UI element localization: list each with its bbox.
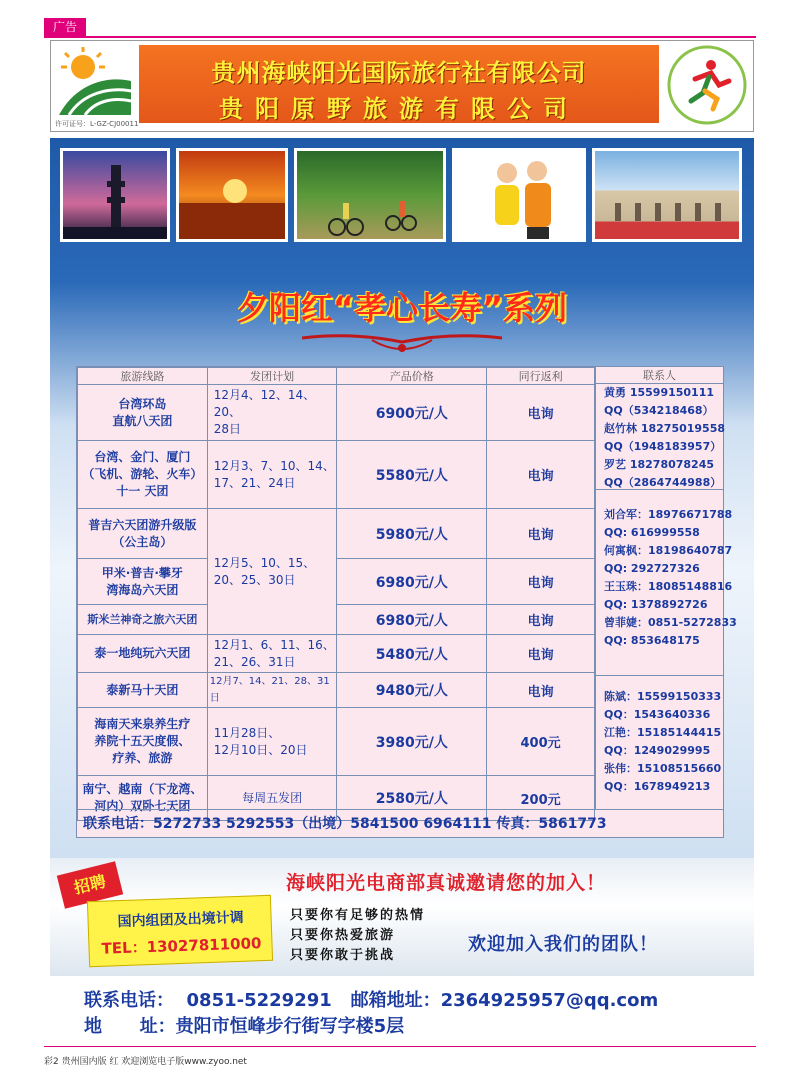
plan-cell: 每周五发团 (207, 776, 337, 821)
table-row (78, 509, 595, 559)
welcome-slogan: 欢迎加入我们的团队！ (468, 934, 658, 955)
requirement-line: 只要你敢于挑战 (290, 948, 396, 963)
series-title: 夕阳红“孝心长寿”系列 (236, 289, 568, 327)
bottom-divider (44, 1046, 756, 1047)
recruit-note (87, 895, 273, 967)
recruit-position: 国内组团及出境计调 (117, 909, 244, 931)
rebate-cell: 200元 (487, 776, 595, 821)
route-cell: 台湾环岛 直航八天团 (78, 385, 208, 441)
table-row (78, 441, 595, 509)
contact-line: 刘合军：18976671788 (604, 508, 733, 521)
route-table (77, 367, 595, 821)
contact-line: QQ：1678949213 (604, 780, 711, 793)
contact-group-3 (596, 676, 723, 796)
plan-cell: 12月7、14、21、28、31日 (207, 673, 337, 708)
requirement-line: 只要你热爱旅游 (290, 928, 396, 943)
ornament-divider-icon (302, 328, 502, 358)
contact-line: QQ: 1378892726 (604, 598, 708, 611)
route-cell: 甲米·普吉·攀牙 湾海岛六天团 (78, 559, 208, 605)
rebate-cell: 电询 (487, 559, 595, 605)
sunset-sea-photo (176, 148, 288, 242)
recruit-badge: 招聘 (57, 861, 123, 909)
company-name-secondary: 贵阳原野旅游有限公司 (219, 95, 579, 123)
price-cell: 6980元/人 (337, 559, 487, 605)
contact-line: QQ（1948183957） (604, 440, 722, 453)
table-row (78, 635, 595, 673)
header-plan: 发团计划 (207, 368, 337, 385)
contact-line: 罗艺 18278078245 (604, 458, 715, 471)
recruitment-section (50, 858, 754, 976)
table-row (78, 385, 595, 441)
footer-contact: 联系电话： 0851-5229291 邮箱地址：2364925957@qq.com (84, 990, 659, 1011)
company-banner (139, 45, 659, 123)
runner-logo-icon (665, 43, 749, 127)
plan-cell: 12月3、7、10、14、 17、21、24日 (207, 441, 337, 509)
invite-headline: 海峡阳光电商部真诚邀请您的加入！ (286, 872, 607, 894)
route-cell: 斯米兰神奇之旅六天团 (78, 605, 208, 635)
contact-line: QQ（2864744988） (604, 476, 722, 489)
rebate-cell: 电询 (487, 441, 595, 509)
price-cell: 9480元/人 (337, 673, 487, 708)
header-contacts: 联系人 (596, 367, 723, 384)
building-photo (592, 148, 742, 242)
price-cell: 3980元/人 (337, 708, 487, 776)
table-row (78, 673, 595, 708)
contact-line: QQ: 292727326 (604, 562, 700, 575)
contact-line: 何寓枫：18198640787 (604, 544, 733, 557)
rebate-cell: 400元 (487, 708, 595, 776)
ad-tag: 广告 (44, 18, 86, 36)
contacts-column (595, 367, 737, 809)
page-footer: 彩2 贵州国内版 红 欢迎浏览电子版www.zyoo.net (44, 1057, 247, 1067)
plan-cell: 12月4、12、14、20、 28日 (207, 385, 337, 441)
price-cell: 6900元/人 (337, 385, 487, 441)
table-row (78, 559, 595, 605)
contact-line: 曾菲婕：0851-5272833 (604, 616, 737, 629)
contact-group-2 (596, 490, 737, 676)
cycling-park-photo (294, 148, 446, 242)
license-number: 许可证号：L-GZ-CJ00011 (55, 120, 139, 128)
itinerary-table (76, 366, 737, 838)
contact-line: QQ: 853648175 (604, 634, 700, 647)
sun-fields-logo-icon (55, 45, 133, 117)
recruit-phone: TEL：13027811000 (101, 934, 262, 958)
contact-line: QQ（534218468） (604, 404, 714, 417)
itinerary-panel (50, 138, 754, 858)
rebate-cell: 电询 (487, 673, 595, 708)
route-cell: 台湾、金门、厦门 （飞机、游轮、火车） 十一 天团 (78, 441, 208, 509)
requirement-line: 只要你有足够的热情 (290, 908, 426, 923)
contact-line: 黄勇 15599150111 (604, 386, 715, 399)
rebate-cell: 电询 (487, 509, 595, 559)
table-row (78, 605, 595, 635)
contact-line: 陈斌：15599150333 (604, 690, 722, 703)
header-price: 产品价格 (337, 368, 487, 385)
contact-line: 张伟：15108515660 (604, 762, 722, 775)
route-cell: 普吉六天团游升级版 （公主岛） (78, 509, 208, 559)
footer-address: 地 址：贵阳市恒峰步行街写字楼5层 (84, 1016, 405, 1037)
contact-line: QQ: 616999558 (604, 526, 700, 539)
phone-fax-line: 联系电话：5272733 5292553（出境）5841500 6964111 传真：5861773 (77, 809, 723, 837)
plan-cell: 12月1、6、11、16、 21、26、31日 (207, 635, 337, 673)
price-cell: 6980元/人 (337, 605, 487, 635)
plan-cell: 11月28日、 12月10日、20日 (207, 708, 337, 776)
contact-line: 王玉珠：18085148816 (604, 580, 733, 593)
contact-line: 赵竹林 18275019558 (604, 422, 726, 435)
route-cell: 泰一地纯玩六天团 (78, 635, 208, 673)
table-row (78, 708, 595, 776)
rebate-cell: 电询 (487, 635, 595, 673)
route-cell: 南宁、越南（下龙湾、 河内）双卧七天团 (78, 776, 208, 821)
route-cell: 海南天来泉养生疗 养院十五天度假、 疗养、旅游 (78, 708, 208, 776)
header-rebate: 同行返利 (487, 368, 595, 385)
company-name-primary: 贵州海峡阳光国际旅行社有限公司 (211, 59, 587, 87)
taipei-tower-photo (60, 148, 170, 242)
route-cell: 泰新马十天团 (78, 673, 208, 708)
contact-line: QQ：1543640336 (604, 708, 711, 721)
rebate-cell: 电询 (487, 385, 595, 441)
contact-line: QQ：1249029995 (604, 744, 711, 757)
contact-group-1 (596, 384, 726, 490)
price-cell: 5980元/人 (337, 509, 487, 559)
header-route: 旅游线路 (78, 368, 208, 385)
price-cell: 2580元/人 (337, 776, 487, 821)
header (50, 40, 754, 132)
price-cell: 5580元/人 (337, 441, 487, 509)
plan-cell: 12月5、10、15、 20、25、30日 (207, 509, 337, 635)
price-cell: 5480元/人 (337, 635, 487, 673)
rebate-cell: 电询 (487, 605, 595, 635)
top-divider (44, 36, 756, 38)
contact-line: 江艳：15185144415 (604, 726, 722, 739)
elderly-couple-photo (452, 148, 586, 242)
